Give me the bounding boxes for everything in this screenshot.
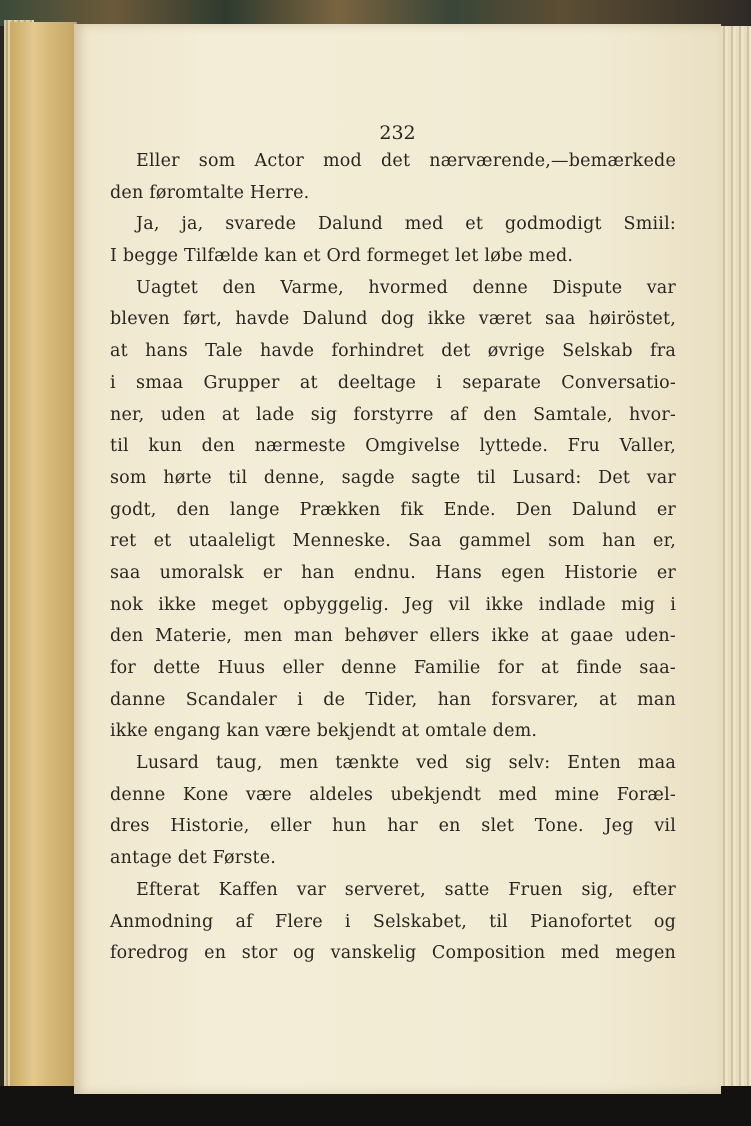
- text-line: godt, den lange Prækken fik Ende. Den Dalund er: [110, 499, 676, 520]
- text-line: ner, uden at lade sig forstyrre af den Samtale, hvor-: [110, 404, 676, 425]
- text-line: i smaa Grupper at deeltage i separate Conversatio-: [110, 372, 676, 393]
- book-gutter: [10, 22, 77, 1086]
- text-line: dres Historie, eller hun har en slet Tone. Jeg vil: [110, 816, 676, 837]
- text-line: I begge Tilfælde kan et Ord formeget let løbe med.: [110, 246, 574, 267]
- text-line: danne Scandaler i de Tider, han forsvarer, at man: [110, 689, 676, 710]
- text-line: Uagtet den Varme, hvormed denne Dispute var: [136, 277, 676, 298]
- text-line: at hans Tale havde forhindret det øvrige Selskab fra: [110, 341, 676, 362]
- text-line: bleven ført, havde Dalund dog ikke været saa høiröstet,: [110, 309, 676, 330]
- text-line: som hørte til denne, sagde sagte til Lusard: Det var: [110, 467, 676, 488]
- text-line: for dette Huus eller denne Familie for at finde saa-: [110, 658, 676, 678]
- text-line: Lusard taug, men tænkte ved sig selv: Enten maa: [136, 753, 676, 774]
- text-line: ret et utaaleligt Menneske. Saa gammel som han er,: [110, 531, 676, 552]
- page-number: 232: [379, 122, 416, 144]
- text-line: Eller som Actor mod det nærværende,—bemærkede: [136, 151, 676, 171]
- text-line: Ja, ja, svarede Dalund med et godmodigt Smiil:: [136, 214, 676, 235]
- text-line: nok ikke meget opbyggelig. Jeg vil ikke indlade mig i: [110, 594, 676, 615]
- text-line: antage det Første.: [110, 848, 277, 869]
- book-top-edge: [0, 0, 751, 26]
- text-line: Efterat Kaffen var serveret, satte Fruen sig, efter: [136, 879, 676, 900]
- text-line: ikke engang kan være bekjendt at omtale dem.: [110, 721, 538, 742]
- text-line: Anmodning af Flere i Selskabet, til Pianofortet og: [110, 911, 676, 932]
- text-line: den føromtalte Herre.: [110, 182, 310, 203]
- text-line: den Materie, men man behøver ellers ikke at gaae uden-: [110, 626, 676, 647]
- text-line: foredrog en stor og vanskelig Composition med megen: [110, 943, 676, 964]
- text-line: saa umoralsk er han endnu. Hans egen Historie er: [110, 562, 676, 583]
- text-line: denne Kone være aldeles ubekjendt med mine Foræl-: [110, 784, 676, 805]
- text-line: til kun den nærmeste Omgivelse lyttede. Fru Valler,: [110, 436, 676, 457]
- page-text: [110, 146, 676, 970]
